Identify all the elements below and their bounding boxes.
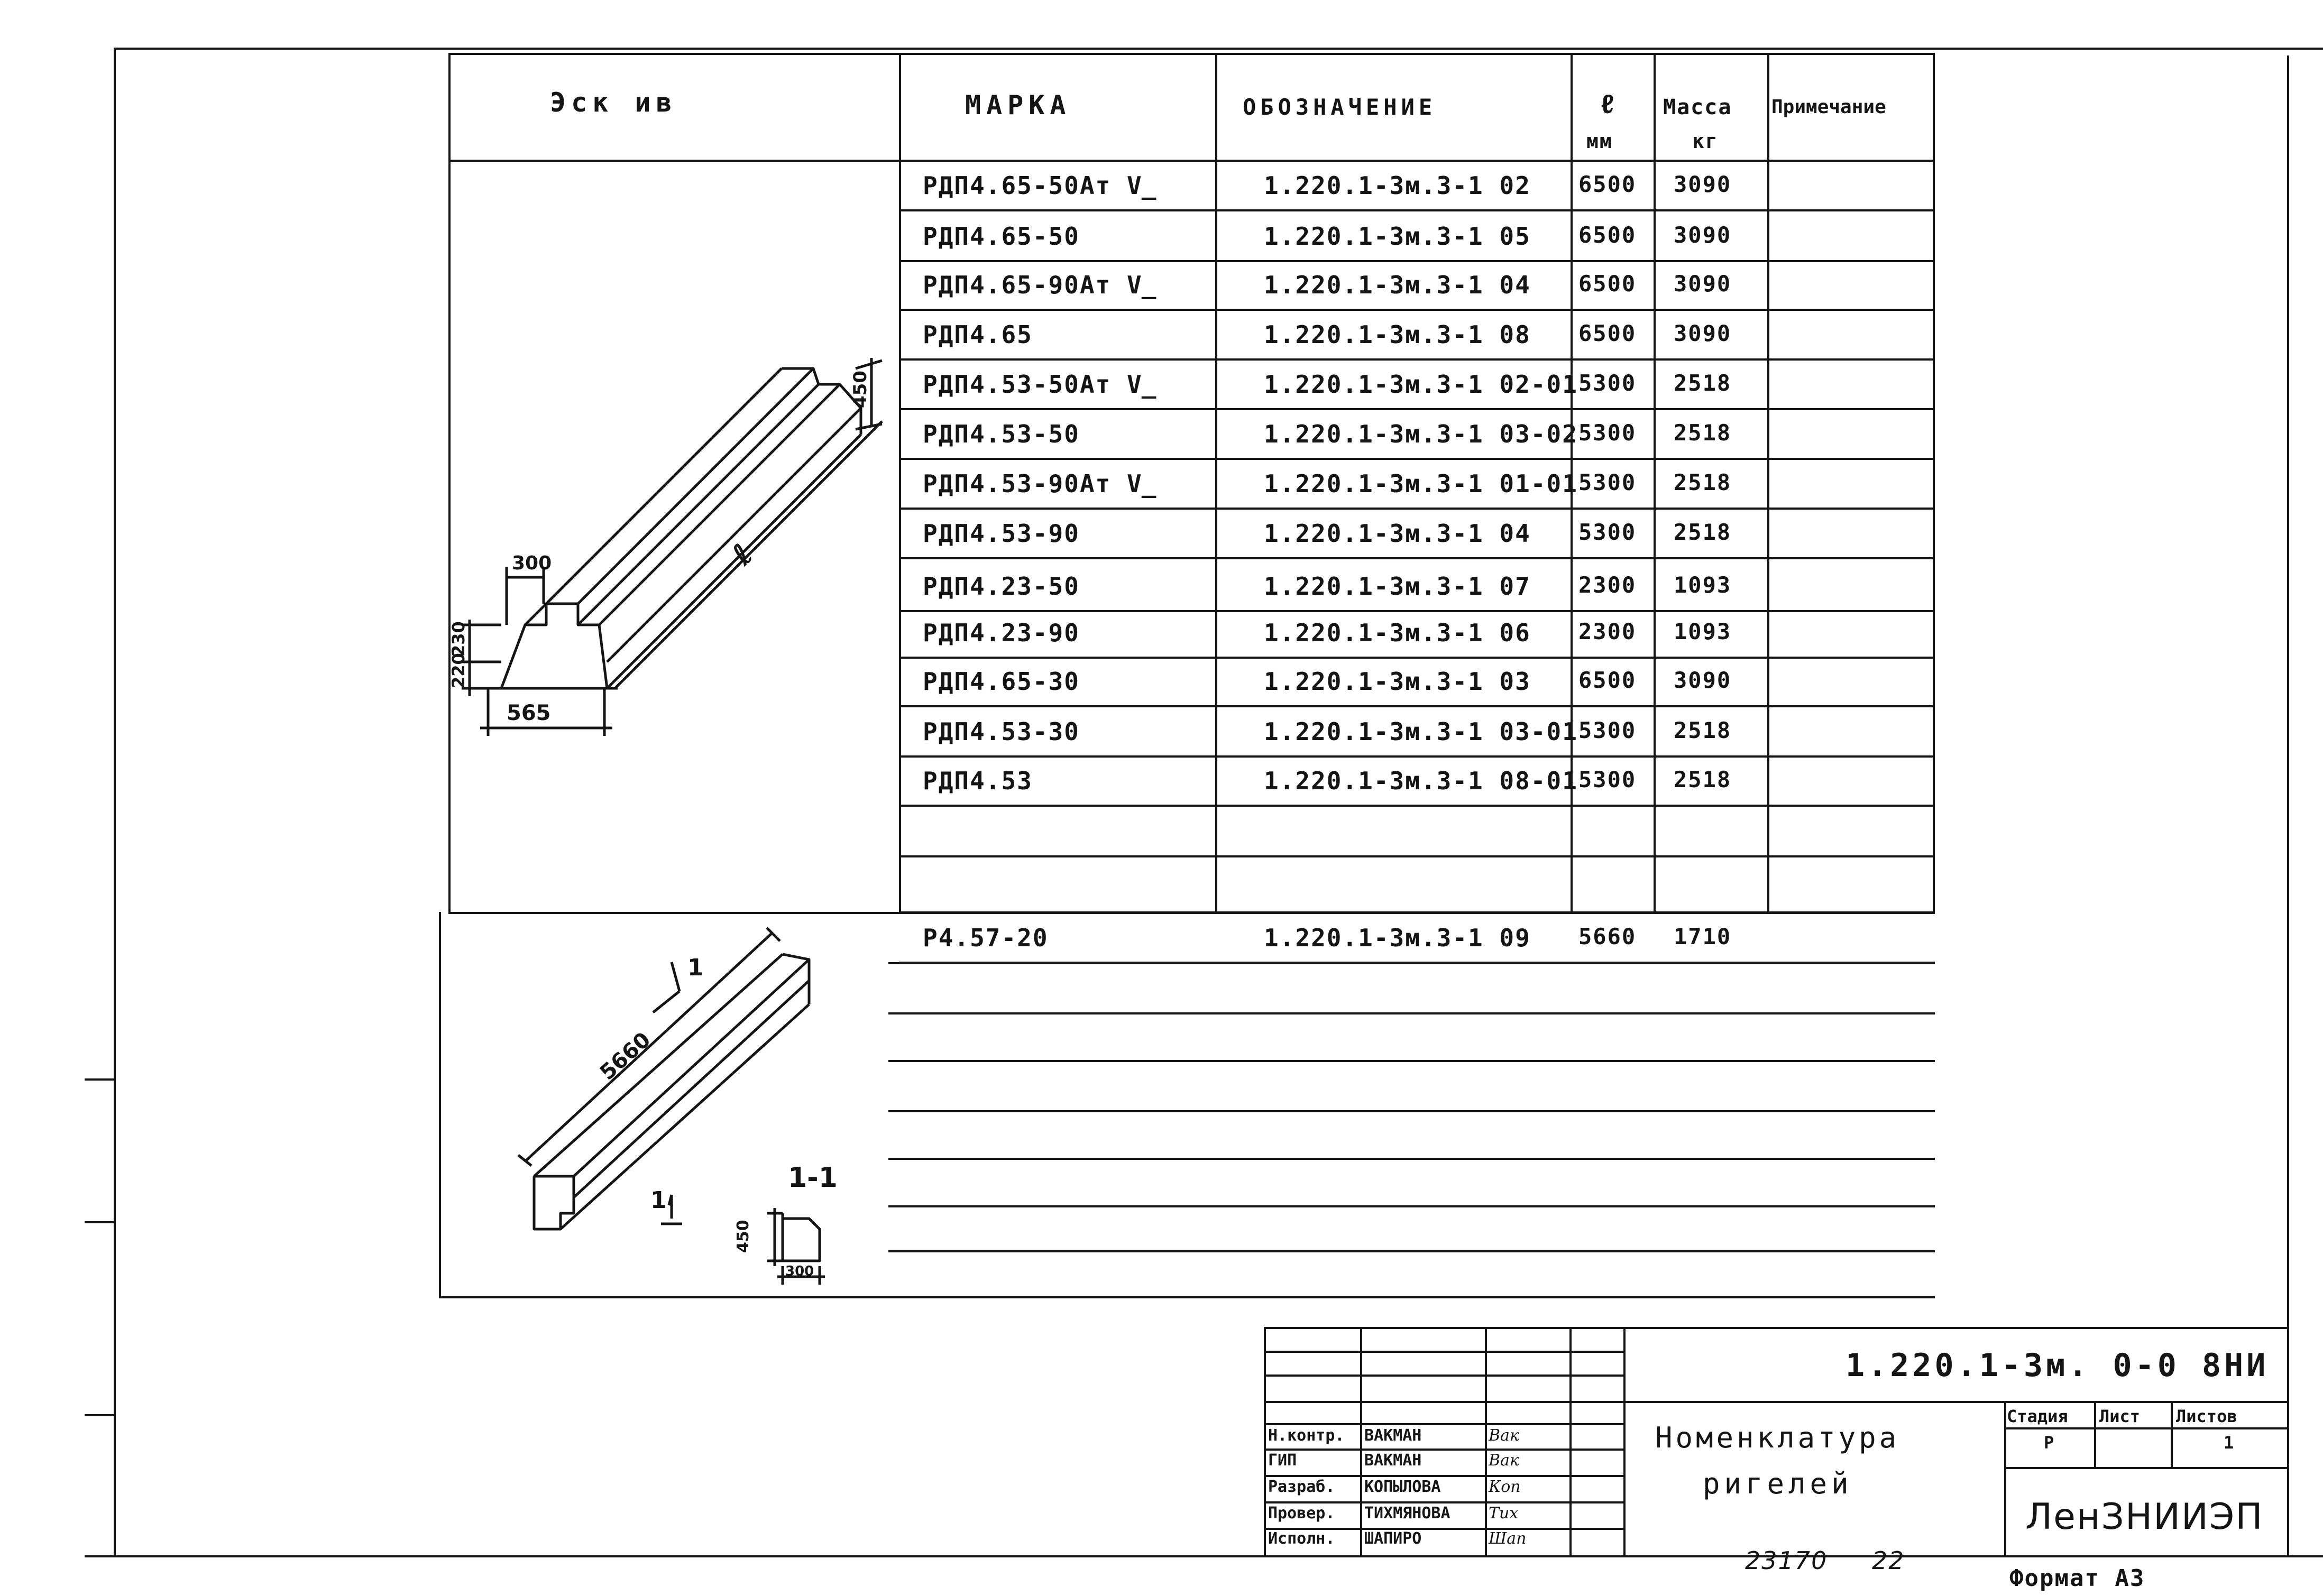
document-code: 1.220.1-3м. 0-0 8НИ — [1845, 1347, 2269, 1384]
cell-length: 5300 — [1578, 717, 1637, 743]
sketch2-cut-label-top: 1 — [687, 954, 704, 981]
table-row-line — [899, 209, 1935, 211]
cell-mass: 2518 — [1674, 469, 1732, 495]
tb-col — [1569, 1327, 1572, 1555]
cell-length: 6500 — [1578, 667, 1637, 693]
table-row-line — [888, 1060, 1935, 1062]
sketch2-cut-label-bottom: 1 — [650, 1187, 667, 1214]
table-row-line — [899, 657, 1935, 659]
sketch1-dim-top: 300 — [512, 552, 552, 574]
cell-length: 5300 — [1578, 469, 1637, 495]
cell-mark: РДП4.23-50 — [923, 572, 1080, 601]
person-name: ВАКМАН — [1364, 1451, 1422, 1470]
signature: Коп — [1489, 1478, 1521, 1496]
table-row-line — [888, 962, 1935, 964]
table-row-line — [899, 508, 1935, 510]
role-label: Разраб. — [1268, 1478, 1335, 1496]
table-row-line — [899, 358, 1935, 361]
person-name: ТИХМЯНОВА — [1364, 1504, 1450, 1523]
table-col-divider — [1654, 53, 1656, 912]
margin-tick — [85, 1414, 114, 1416]
cell-mass: 1093 — [1674, 572, 1732, 598]
table-border-right — [1933, 53, 1935, 912]
sketch1-dim-height: 450 — [850, 371, 871, 408]
signature: Вак — [1489, 1426, 1519, 1445]
cell-designation: 1.220.1-3м.3-1 09 — [1264, 924, 1531, 952]
cell-mark: РДП4.53-90 — [923, 519, 1080, 548]
sketch2-dim-length: 5660 — [595, 1027, 656, 1085]
tb-row — [1264, 1374, 1623, 1377]
cell-designation: 1.220.1-3м.3-1 06 — [1264, 619, 1531, 647]
table-col-divider — [1767, 53, 1769, 912]
cell-mass: 3090 — [1674, 222, 1732, 248]
table-row-line — [899, 458, 1935, 460]
cell-length: 5300 — [1578, 370, 1637, 396]
margin-tick — [85, 1221, 114, 1223]
cell-length: 5300 — [1578, 519, 1637, 545]
cell-mark: РДП4.65-90Ат V̲ — [923, 271, 1158, 299]
cell-length: 2300 — [1578, 619, 1637, 644]
table-row-line — [888, 1250, 1935, 1252]
margin-tick — [85, 1078, 114, 1081]
table-col-divider — [899, 53, 901, 912]
role-label: Провер. — [1268, 1504, 1335, 1523]
table-row-line — [888, 1205, 1935, 1207]
role-label: ГИП — [1268, 1451, 1297, 1470]
sketch2-dim-height: 450 — [734, 1220, 752, 1253]
drawing-title-line1: Номенклатура — [1655, 1421, 1900, 1454]
cell-mark: РДП4.65-30 — [923, 667, 1080, 696]
cell-mark: РДП4.53-50Ат V̲ — [923, 370, 1158, 399]
tb-row — [1264, 1449, 1623, 1451]
frame-top-line — [114, 48, 2323, 50]
cell-designation: 1.220.1-3м.3-1 02-01 — [1264, 370, 1578, 399]
cell-designation: 1.220.1-3м.3-1 04 — [1264, 271, 1531, 299]
sketch-girder-r — [439, 912, 899, 1296]
cell-designation: 1.220.1-3м.3-1 04 — [1264, 519, 1531, 548]
sheets-value: 1 — [2224, 1433, 2234, 1453]
signature: Шап — [1489, 1529, 1527, 1548]
header-note: Примечание — [1771, 96, 1886, 118]
table-row-line — [899, 705, 1935, 707]
tb-row — [1264, 1401, 1623, 1403]
tb-top — [1264, 1327, 2287, 1329]
table-row-line — [899, 408, 1935, 410]
sketch2-dim-width: 300 — [785, 1263, 814, 1279]
person-name: КОПЫЛОВА — [1364, 1478, 1441, 1496]
page-number: 22 — [1872, 1546, 1905, 1575]
role-label: Н.контр. — [1268, 1426, 1345, 1445]
tb-row — [1264, 1423, 1623, 1425]
cell-length: 6500 — [1578, 222, 1637, 248]
table-row-line — [888, 1110, 1935, 1112]
sketch1-dim-length: ℓ — [725, 538, 760, 572]
tb-left — [1264, 1327, 1266, 1555]
tb-stage-col — [2094, 1401, 2096, 1467]
tb-col — [1360, 1327, 1362, 1555]
cell-designation: 1.220.1-3м.3-1 08-01 — [1264, 767, 1578, 795]
cell-mark: РДП4.23-90 — [923, 619, 1080, 647]
sketch1-dim-h1: 230 — [448, 621, 469, 657]
cell-mark: Р4.57-20 — [923, 924, 1049, 952]
cell-designation: 1.220.1-3м.3-1 01-01 — [1264, 469, 1578, 498]
cell-designation: 1.220.1-3м.3-1 03-01 — [1264, 717, 1578, 746]
cell-mass: 3090 — [1674, 320, 1732, 346]
sketch1-dim-width: 565 — [507, 701, 551, 725]
cell-mass: 3090 — [1674, 667, 1732, 693]
role-label: Исполн. — [1268, 1529, 1335, 1548]
cell-designation: 1.220.1-3м.3-1 03 — [1264, 667, 1531, 696]
cell-designation: 1.220.1-3м.3-1 03-02 — [1264, 420, 1578, 448]
frame-bottom-line — [85, 1555, 2323, 1557]
signature: Тих — [1489, 1504, 1519, 1523]
organization-name: ЛенЗНИИЭП — [2025, 1496, 2264, 1538]
cell-mass: 2518 — [1674, 767, 1732, 792]
header-mass-unit: кг — [1692, 130, 1719, 153]
cell-mass: 1710 — [1674, 924, 1732, 949]
sketch1-dim-h2: 220 — [448, 653, 469, 688]
cell-length: 5660 — [1578, 924, 1637, 949]
tb-stage-row — [2004, 1427, 2287, 1429]
table-row-line — [888, 1158, 1935, 1160]
tb-stage-col — [2171, 1401, 2173, 1467]
tb-col — [1623, 1327, 1626, 1555]
table-row-line — [899, 260, 1935, 262]
cell-mass: 2518 — [1674, 420, 1732, 446]
cell-mass: 3090 — [1674, 171, 1732, 197]
table-row-line — [899, 755, 1935, 758]
header-mark: МАРКА — [965, 90, 1071, 121]
tb-col — [1485, 1327, 1487, 1555]
cell-length: 6500 — [1578, 271, 1637, 297]
table-row-line — [899, 805, 1935, 807]
person-name: ШАПИРО — [1364, 1529, 1422, 1548]
table-row-line — [899, 610, 1935, 612]
header-sketch: Эск ив — [550, 87, 677, 118]
tb-row — [1264, 1351, 1623, 1353]
cell-length: 6500 — [1578, 171, 1637, 197]
stage-value: Р — [2044, 1433, 2054, 1453]
table-row-line — [899, 557, 1935, 559]
signature: Вак — [1489, 1451, 1519, 1470]
cell-mark: РДП4.53-30 — [923, 717, 1080, 746]
table-border-bottom — [439, 1296, 1935, 1298]
girder-end-profile — [501, 604, 607, 688]
stage-label: Стадия — [2007, 1406, 2068, 1426]
cell-mass: 1093 — [1674, 619, 1732, 644]
cell-length: 5300 — [1578, 767, 1637, 792]
table-border-top — [448, 53, 1935, 55]
sketch-girder-rdp — [448, 160, 899, 912]
cell-designation: 1.220.1-3м.3-1 07 — [1264, 572, 1531, 601]
sheets-label: Листов — [2176, 1406, 2237, 1426]
cell-length: 2300 — [1578, 572, 1637, 598]
cell-mass: 2518 — [1674, 519, 1732, 545]
table-row-line — [899, 855, 1935, 857]
cell-mark: РДП4.65-50 — [923, 222, 1080, 251]
cell-designation: 1.220.1-3м.3-1 08 — [1264, 320, 1531, 349]
cell-mark: РДП4.65 — [923, 320, 1033, 349]
header-length-unit: мм — [1586, 130, 1613, 153]
frame-left-line — [114, 48, 116, 1557]
cell-mark: РДП4.53-90Ат V̲ — [923, 469, 1158, 498]
cell-mass: 3090 — [1674, 271, 1732, 297]
paper-format: Формат А3 — [2009, 1565, 2145, 1592]
header-length: ℓ — [1600, 89, 1621, 119]
section-1-1-profile — [783, 1213, 820, 1261]
frame-right-line — [2287, 56, 2289, 1557]
cell-mark: РДП4.65-50Ат V̲ — [923, 171, 1158, 200]
table-row-line — [888, 1012, 1935, 1014]
cell-length: 5300 — [1578, 420, 1637, 446]
table-col-divider — [1215, 53, 1217, 912]
cell-mass: 2518 — [1674, 370, 1732, 396]
header-mass: Масса — [1663, 95, 1732, 119]
cell-mark: РДП4.53 — [923, 767, 1033, 795]
cell-designation: 1.220.1-3м.3-1 02 — [1264, 171, 1531, 200]
drawing-title-line2: ригелей — [1703, 1467, 1853, 1500]
tb-stage-row — [2004, 1467, 2287, 1469]
tb-row — [1264, 1475, 1623, 1477]
cell-mass: 2518 — [1674, 717, 1732, 743]
table-row-line — [899, 309, 1935, 311]
tb-code-bottom — [1623, 1401, 2287, 1403]
cell-designation: 1.220.1-3м.3-1 05 — [1264, 222, 1531, 251]
header-designation: ОБОЗНАЧЕНИЕ — [1243, 94, 1437, 120]
tb-stage-left — [2004, 1401, 2006, 1555]
sheet-label: Лист — [2099, 1406, 2141, 1426]
cell-mark: РДП4.53-50 — [923, 420, 1080, 448]
inventory-number: 23170 — [1745, 1546, 1828, 1575]
person-name: ВАКМАН — [1364, 1426, 1422, 1445]
tb-row — [1264, 1501, 1623, 1503]
section-label: 1-1 — [788, 1162, 838, 1194]
cell-length: 6500 — [1578, 320, 1637, 346]
